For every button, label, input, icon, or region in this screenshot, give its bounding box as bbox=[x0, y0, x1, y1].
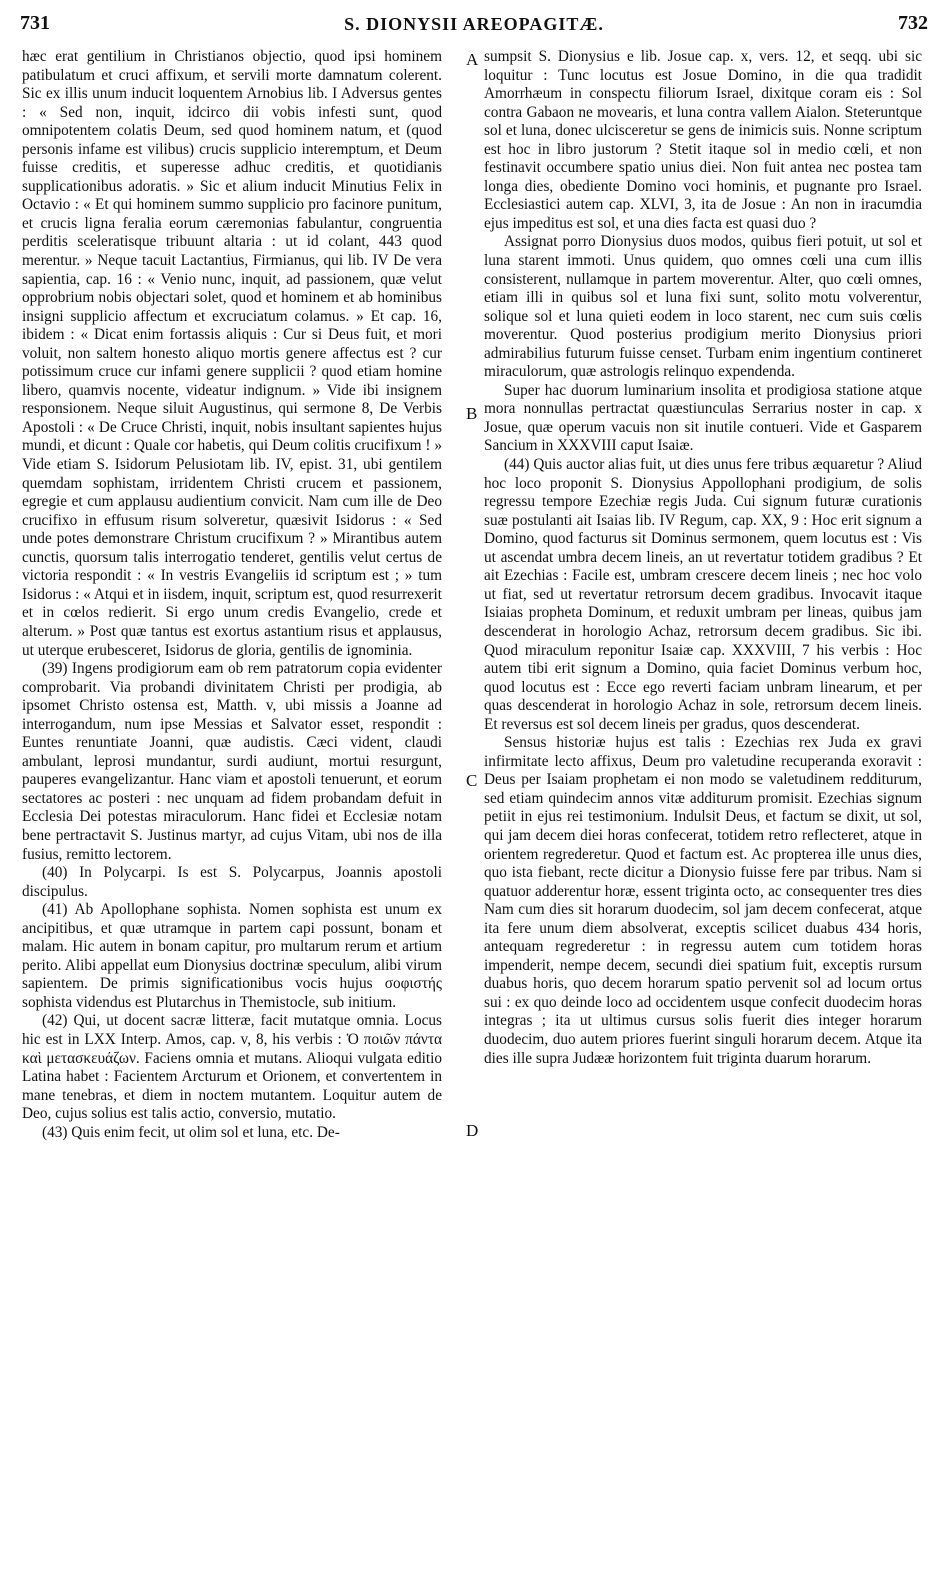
footnote-43: (43) Quis enim fecit, ut olim sol et luna, etc. De- bbox=[42, 1123, 340, 1141]
page-number-right: 732 bbox=[898, 12, 928, 34]
right-paragraph: sumpsit S. Dionysius e lib. Josue cap. x, vers. 12, et seqq. ubi sic loquitur : Tunc locutus est Josue Domino, in die qua tradidit Amorrhæum in conspectu filiorum Israel, dixitque coram eis : Sol contra Gabaon ne movearis, et luna contra vallem Aialon. Steteruntque sol et luna, donec ulcisceretur se gens de inimicis suis. Nonne scriptum est hoc in libro justorum ? Stetit itaque sol in medio cœli, et non festinavit occumbere spatio unius diei. Non fuit antea nec postea tam longa dies, obediente Domino voci hominis, et pugnante pro Israel. Ecclesiastici autem cap. XLVI, 3, ita de Josue : An non in iracumdia ejus impeditus est sol, et una dies facta est quasi duo ? bbox=[484, 48, 922, 232]
footnote-44: (44) Quis auctor alias fuit, ut dies unus fere tribus æquaretur ? Aliud hoc loco proponit S. Dionysius Appollophani prodigium, de solis regressu tempore Ezechiæ regis Juda. Cui signum futuræ curationis suæ postulanti ait Isaias lib. IV Regum, cap. XX, 9 : Hoc erit signum a Domino, quod facturus sit Dominus sermonem, quem locutus est : Vis ut ascendat umbra decem lineis, an ut revertatur totidem gradibus ? Et ait Ezechias : Facile est, umbram crescere decem lineis ; nec hoc volo ut fiat, sed ut revertatur retrorsum decem gradibus. Invocavit itaque Isiaias propheta Dominum, et reduxit umbram per lineas, quibus jam descenderat in horologio Achaz, retrorsum decem gradibus. Sic ibi. Quod miraculum reponitur Isaiæ cap. XXXVIII, 7 his verbis : Hoc autem tibi erit signum a Domino, quia faciet Dominus verbum hoc, quod locutus est : Ecce ego reverti faciam unbram linearum, et per quas descenderat in horologio Achaz in sole, retrorsum decem lineis. Et reversus est sol decem lineis per gradus, quos descenderat. bbox=[484, 456, 922, 733]
margin-letter-d: D bbox=[466, 1121, 479, 1140]
right-paragraph: Sensus historiæ hujus est talis : Ezechias rex Juda ex gravi infirmitate lecto affixus, Deum pro valetudine recuperanda exoravit : Deus per Isaiam prophetam ei non modo se valetudinem redditurum, sed etiam quindecim annos vitæ additurum promisit. Ezechias signum petiit in ejus rei testimonium. Indulsit Deus, et factum se dixit, ut sol, qui jam decem diei horas confecerat, totidem retro reflecteret, atque in orientem regrederetur. Quod et factum est. Ac propterea ille unus dies, quo ista fiebant, recte dicitur a Dionysio fuisse fere par tribus. Nam si quatuor adderentur horæ, essent triginta octo, ac consequenter tres dies Nam cum dies sit horarum duodecim, sol jam decem confecerat, atque ita fere unum diem absolverat, exceptis scilicet duabus 434 horis, antequam regrederetur : in regressu autem cum totidem horas impenderit, nempe decem, secundi diei spatium fuit, exceptis rursum duabus horis, quo decem horarum spatio pervenit sol ad locum ortus sui : ex quo deinde loco ad occidentem usque confecit duodecim horas integras ; ita ut ultimus cursus solis fuerit dies integer horarum duodecim, duo autem priores fuerint singuli horarum decem. Atque ita dies ille supra Judææ horizontem fuit triginta duarum horarum. bbox=[484, 734, 922, 1067]
footnote-40: (40) In Polycarpi. Is est S. Polycarpus, Joannis apostoli discipulus. bbox=[22, 864, 442, 900]
footnote-39: (39) Ingens prodigiorum eam ob rem patratorum copia evidenter comprobarit. Via probandi divinitatem Christi per prodigia, ab ipsomet Christo ostensa est, Matth. v, ubi missis a Joanne ad interrogandum, num ipse Messias et Salvator esset, respondit : Euntes renuntiate Joanni, quæ audistis. Cæci vident, claudi ambulant, leprosi mundantur, surdi audiunt, mortui resurgunt, pauperes evangelizantur. Hanc viam et apostoli tenuerunt, et eorum sectatores ac posteri : nec unquam ad fidem probandam defuit in Ecclesia Dei potestas miraculorum. Hanc fidei et Ecclesiæ notam bene pertractavit S. Justinus martyr, ad cujus Vitam, ubi nos de illa fusius, remitto lectorem. bbox=[22, 660, 442, 863]
page-number-left: 731 bbox=[20, 12, 50, 34]
left-paragraph: hæc erat gentilium in Christianos objectio, quod ipsi hominem patibulatum et cruci affixum, et servili morte damnatum colerent. Sic ex illis unum inducit loquentem Arnobius lib. I Adversus gentes : « Sed non, inquit, idcirco dii vobis infesti sunt, quod omnipotentem colatis Deum, sed quod hominem natum, et (quod personis infame est vilibus) crucis supplicio interemptum, et Deum fuisse creditis, et superesse adhuc creditis, et quotidianis supplicationibus adoratis. » Sic et alium inducit Minutius Felix in Octavio : « Et qui hominem summo supplicio pro facinore punitum, et crucis ligna feralia eorum cæremonias fabulantur, congruentia perditis sceleratisque tribuunt altaria : ut id colant, 443 quod merentur. » Neque tacuit Lactantius, Firmianus, qui lib. IV De vera sapientia, cap. 16 : « Venio nunc, inquit, ad passionem, quæ velut opprobrium nobis objectari solet, quod et hominem et ab hominibus insigni supplicio affectum et excruciatum colamus. » Et cap. 16, ibidem : « Dicat enim fortassis aliquis : Cur si Deus fuit, et mori voluit, non saltem honesto aliquo mortis genere affectus est ? cur potissimum cruce cur infami genere supplicii ? quod etiam homine libero, quamvis nocente, videatur indignum. » Vide ibi insignem responsionem. Neque siluit Augustinus, qui sermone 8, De Verbis Apostoli : « De Cruce Christi, inquit, nobis insultant sapientes hujus mundi, et dicunt : Quale cor habetis, qui Deum colitis crucifixum ! » Vide etiam S. Isidorum Pelusiotam lib. IV, epist. 31, ubi gentilem quemdam sophistam, irridentem Christi crucem et passionem, egregie et cum applausu audientium convicit. Nam cum ille de Deo crucifixo in effusum risum solveretur, quæsivit Isidorus : « Sed unde potes demonstrare Christum crucifixum ? » Mirantibus autem cunctis, quorsum talis interrogatio tenderet, gentilis velut certus de victoria respondit : « In vestris Evangeliis id scriptum est ; » tum Isidorus : « Atqui et in iisdem, inquit, scriptum est, quod resurrexerit et in cœlos redierit. Si ergo unum credis Evangelio, crede et alterum. » Post quæ tantus est exortus astantium risus et applausus, ut uterque erubesceret, Isidorus de gloria, gentilis de ignominia. bbox=[22, 48, 442, 659]
left-column bbox=[22, 48, 442, 1142]
footnote-41: (41) Ab Apollophane sophista. Nomen sophista est unum ex ancipitibus, et quæ utramque in partem capi possunt, bonam et malam. Hic autem in bonam capitur, pro multarum rerum et artium perito. Alibi appellat eum Dionysius doctrinæ speculum, alibi virum sapientem. De primis significationibus vocis hujus σοφιστής sophista videndus est Plutarchus in Themistocle, sub initium. bbox=[22, 901, 442, 1011]
running-header bbox=[20, 12, 928, 42]
footnote-42: (42) Qui, ut docent sacræ litteræ, facit mutatque omnia. Locus hic est in LXX Interp. Amos, cap. v, 8, his verbis : Ὁ ποιῶν πάντα καὶ μετασκευάζων. Faciens omnia et mutans. Alioqui vulgata editio Latina habet : Facientem Arcturum et Orionem, et convertentem in mane tenebras, et diem in noctem mutantem. Loquitur autem de Deo, cujus solius est talis actio, conversio, mutatio. bbox=[22, 1012, 442, 1123]
right-column bbox=[484, 48, 922, 1068]
margin-letter-b: B bbox=[466, 404, 478, 423]
margin-letter-c: C bbox=[466, 771, 478, 790]
running-title: S. DIONYSII AREOPAGITÆ. bbox=[344, 14, 604, 34]
right-paragraph: Assignat porro Dionysius duos modos, quibus fieri potuit, ut sol et luna starent immoti. Unus quidem, quo omnes cœli una cum illis consisterent, nullamque in partem moverentur. Alter, quo cœli omnes, etiam illi in quibus sol et luna fixi sunt, solito motu volverentur, solique sol et luna quieti eodem in loco starent, nec cum suis cœlis moverentur. Quod posterius prodigium merito Dionysius priori admirabilius futurum fuisse censet. Turbam enim ingentium contineret miraculorum, quæ astrologis relinquo expendenda. bbox=[484, 233, 922, 381]
margin-letter-a: A bbox=[466, 50, 479, 69]
right-paragraph: Super hac duorum luminarium insolita et prodigiosa statione atque mora nonnullas pertractat quæstiunculas Serrarius noster in cap. x Josue, quæ operum vacuis non sit inutile contueri. Vide et Gasparem Sancium in XXXVIII caput Isaiæ. bbox=[484, 381, 922, 455]
